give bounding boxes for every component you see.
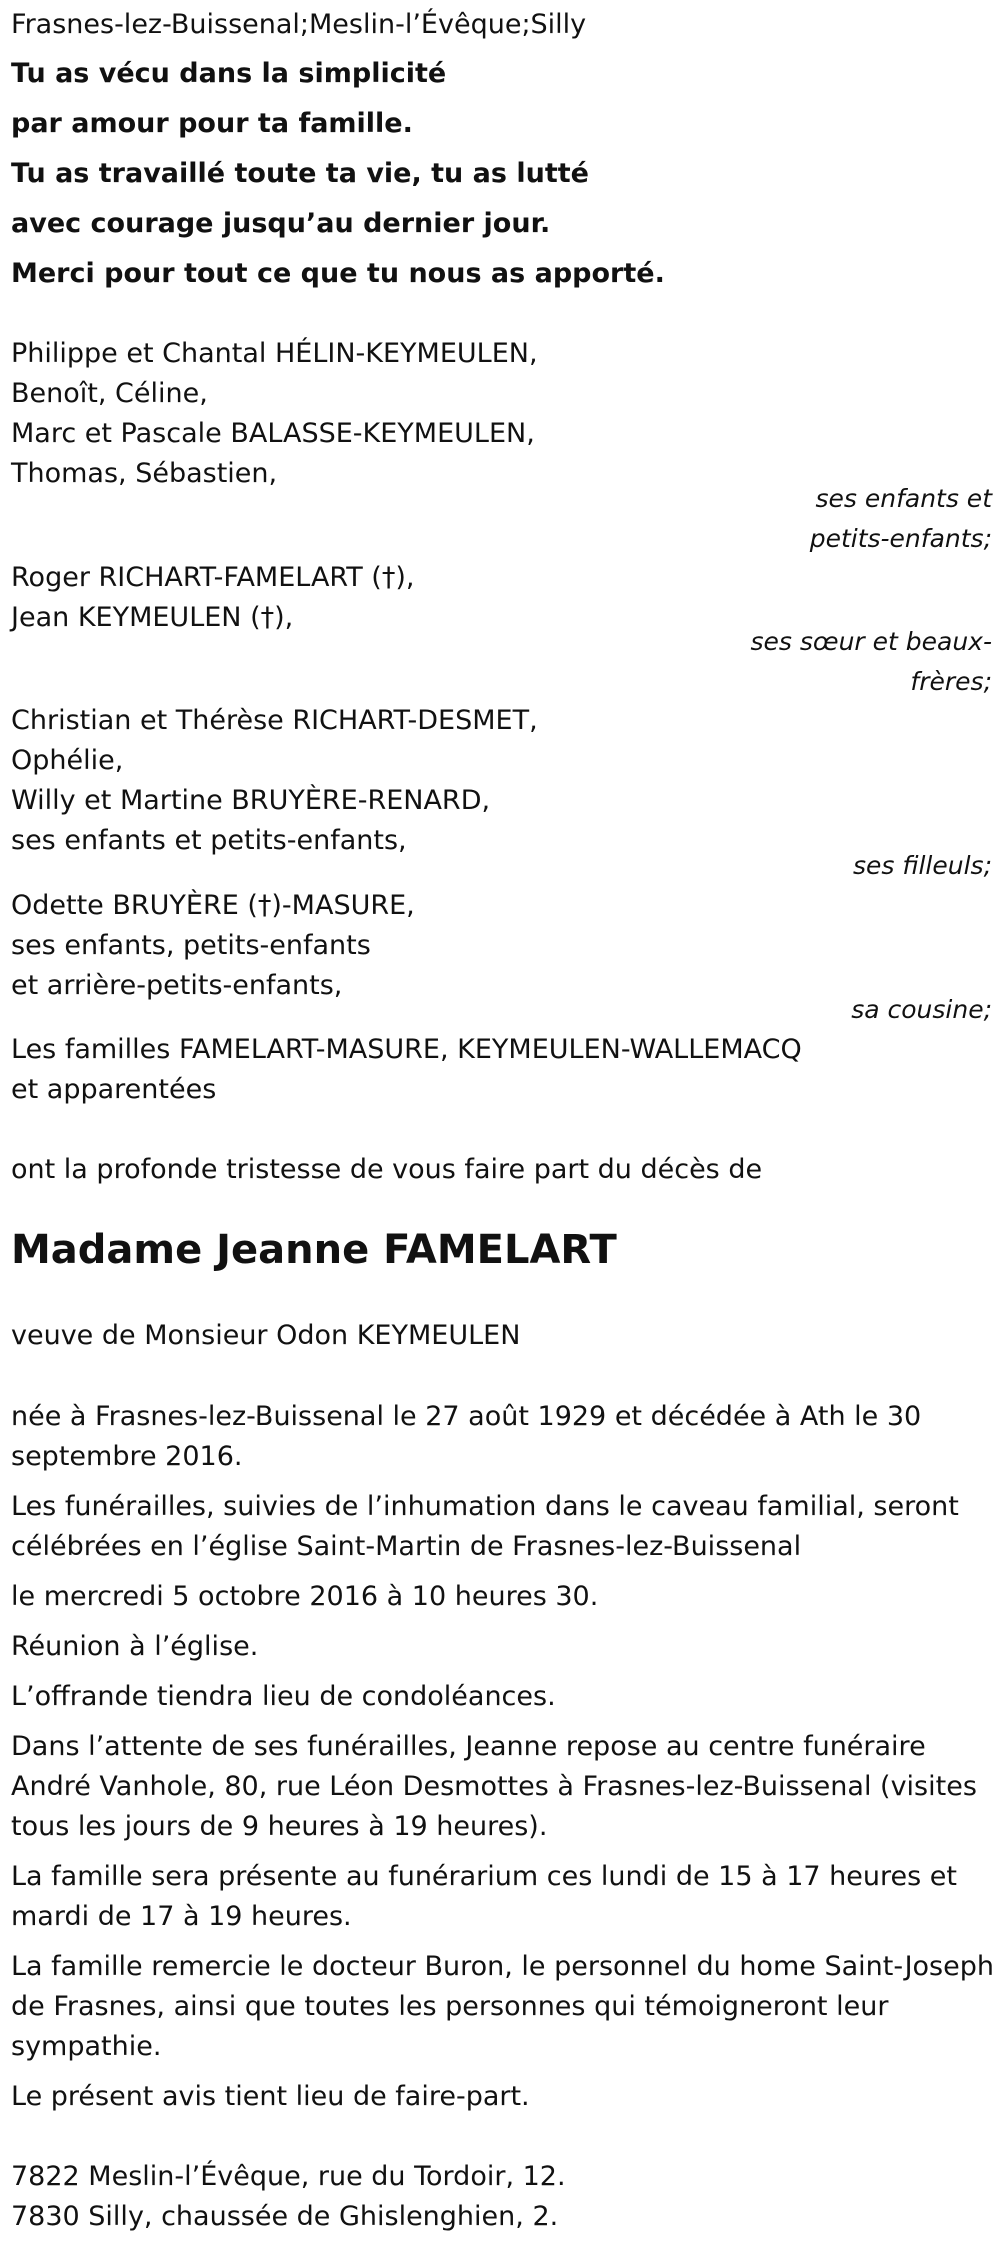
offering-line: L’offrande tiendra lieu de condoléances.: [11, 1681, 556, 1712]
family-name: ses enfants et petits-enfants,: [11, 825, 407, 856]
family-name: Odette BRUYÈRE (†)-MASURE,: [11, 890, 415, 921]
address-line: 7830 Silly, chaussée de Ghislenghien, 2.: [11, 2201, 559, 2232]
family-name: Jean KEYMEULEN (†),: [11, 602, 294, 633]
rest-line: Dans l’attente de ses funérailles, Jeanne repose au centre funéraire: [11, 1731, 926, 1762]
family-role: ses filleuls;: [852, 851, 992, 880]
family-name: et arrière-petits-enfants,: [11, 970, 343, 1001]
announcement-text: ont la profonde tristesse de vous faire part du décès de: [11, 1154, 763, 1185]
birth-death-line: septembre 2016.: [11, 1441, 243, 1472]
thanks-line: de Frasnes, ainsi que toutes les personnes qui témoigneront leur: [11, 1991, 889, 2022]
family-name: ses enfants, petits-enfants: [11, 930, 371, 961]
locations-line: Frasnes-lez-Buissenal;Meslin-l’Évêque;Silly: [11, 9, 587, 40]
rest-line: tous les jours de 9 heures à 19 heures).: [11, 1811, 548, 1842]
thanks-line: sympathie.: [11, 2031, 162, 2062]
family-name: Roger RICHART-FAMELART (†),: [11, 562, 415, 593]
notice-line: Le présent avis tient lieu de faire-part.: [11, 2081, 530, 2112]
poem-line: Merci pour tout ce que tu nous as apporté.: [11, 258, 665, 289]
thanks-line: La famille remercie le docteur Buron, le personnel du home Saint-Joseph: [11, 1951, 994, 1982]
family-role: petits-enfants;: [809, 524, 992, 553]
funeral-date: le mercredi 5 octobre 2016 à 10 heures 30.: [11, 1581, 599, 1612]
poem-line: par amour pour ta famille.: [11, 108, 413, 139]
spouse-line: veuve de Monsieur Odon KEYMEULEN: [11, 1320, 521, 1351]
family-role: ses enfants et: [815, 484, 992, 513]
family-name: Les familles FAMELART-MASURE, KEYMEULEN-WALLEMACQ: [11, 1034, 802, 1065]
family-role: frères;: [910, 667, 992, 696]
family-name: Ophélie,: [11, 745, 124, 776]
poem-line: avec courage jusqu’au dernier jour.: [11, 208, 551, 239]
poem-line: Tu as vécu dans la simplicité: [11, 58, 447, 89]
family-name: Willy et Martine BRUYÈRE-RENARD,: [11, 785, 491, 816]
family-name: Philippe et Chantal HÉLIN-KEYMEULEN,: [11, 338, 538, 369]
family-role: sa cousine;: [851, 995, 992, 1024]
birth-death-line: née à Frasnes-lez-Buissenal le 27 août 1929 et décédée à Ath le 30: [11, 1401, 922, 1432]
meeting-line: Réunion à l’église.: [11, 1631, 259, 1662]
family-name: Thomas, Sébastien,: [11, 458, 278, 489]
funeral-line: célébrées en l’église Saint-Martin de Frasnes-lez-Buissenal: [11, 1531, 802, 1562]
family-name: Benoît, Céline,: [11, 378, 208, 409]
presence-line: La famille sera présente au funérarium ces lundi de 15 à 17 heures et: [11, 1861, 957, 1892]
address-line: 7822 Meslin-l’Évêque, rue du Tordoir, 12.: [11, 2161, 566, 2192]
rest-line: André Vanhole, 80, rue Léon Desmottes à Frasnes-lez-Buissenal (visites: [11, 1771, 977, 1802]
family-name: Marc et Pascale BALASSE-KEYMEULEN,: [11, 418, 535, 449]
family-role: ses sœur et beaux-: [750, 627, 992, 656]
deceased-name: Madame Jeanne FAMELART: [11, 1227, 617, 1273]
family-name: et apparentées: [11, 1074, 217, 1105]
funeral-line: Les funérailles, suivies de l’inhumation dans le caveau familial, seront: [11, 1491, 959, 1522]
family-name: Christian et Thérèse RICHART-DESMET,: [11, 705, 538, 736]
poem-line: Tu as travaillé toute ta vie, tu as lutté: [11, 158, 589, 189]
presence-line: mardi de 17 à 19 heures.: [11, 1901, 352, 1932]
